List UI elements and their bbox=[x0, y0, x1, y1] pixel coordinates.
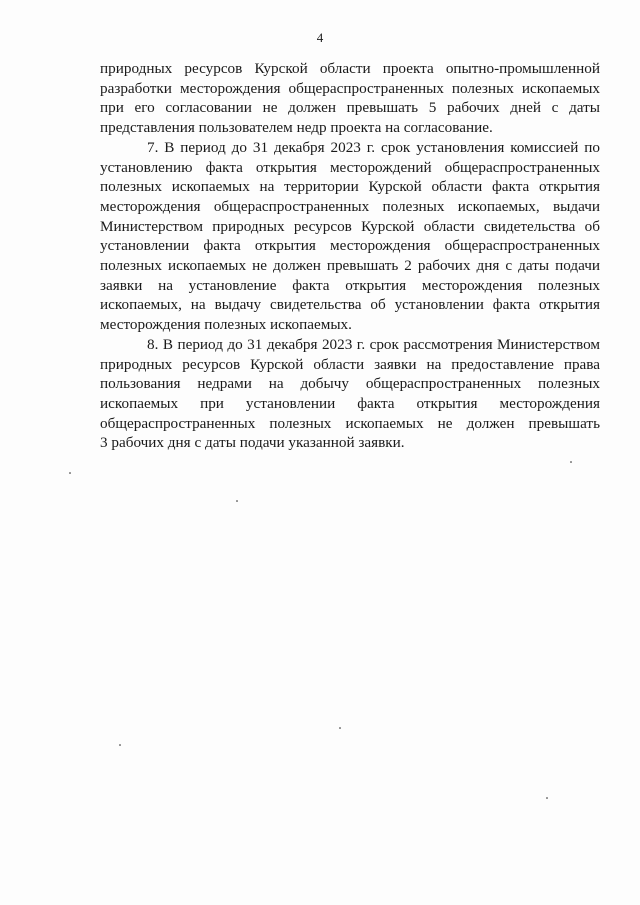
text-line: Министерством природных ресурсов Курской области свидетельства об bbox=[100, 217, 600, 235]
scan-speck bbox=[339, 727, 341, 729]
text-line: общераспространенных полезных ископаемых не должен превышать bbox=[100, 414, 600, 432]
text-line: природных ресурсов Курской области проекта опытно-промышленной bbox=[100, 60, 600, 77]
text-line: 3 рабочих дня с даты подачи указанной заявки. bbox=[100, 434, 405, 452]
scan-speck bbox=[546, 797, 548, 799]
text-line: ископаемых, на выдачу свидетельства об установлении факта открытия bbox=[100, 296, 600, 314]
scan-speck bbox=[236, 500, 238, 502]
text-line: представления пользователем недр проекта на согласование. bbox=[100, 119, 493, 137]
text-line: полезных ископаемых не должен превышать 2 рабочих дня с даты подачи bbox=[100, 257, 600, 275]
text-line: разработки месторождения общераспространенных полезных ископаемых bbox=[100, 79, 600, 97]
text-line: месторождения общераспространенных полезных ископаемых, выдачи bbox=[100, 197, 600, 215]
scan-speck bbox=[570, 461, 572, 463]
page-number: 4 bbox=[316, 30, 324, 45]
text-line: 7. В период до 31 декабря 2023 г. срок установления комиссией по bbox=[147, 138, 600, 156]
text-line: при его согласовании не должен превышать 5 рабочих дней с даты bbox=[100, 99, 600, 117]
paragraph-item-8 bbox=[100, 335, 600, 453]
text-line: заявки на установление факта открытия месторождения полезных bbox=[100, 276, 600, 294]
scan-speck bbox=[69, 472, 71, 474]
scan-speck bbox=[119, 744, 121, 746]
text-line: ископаемых при установлении факта открытия месторождения bbox=[100, 394, 600, 412]
text-line: установлению факта открытия месторождений общераспространенных bbox=[100, 158, 600, 176]
text-line: пользования недрами на добычу общераспространенных полезных bbox=[100, 375, 600, 393]
text-line: установлении факта открытия месторождения общераспространенных bbox=[100, 237, 600, 255]
paragraph-continuation bbox=[100, 59, 600, 138]
paragraph-item-7 bbox=[100, 138, 600, 335]
text-line: природных ресурсов Курской области заявки на предоставление права bbox=[100, 355, 600, 373]
text-line: 8. В период до 31 декабря 2023 г. срок рассмотрения Министерством bbox=[147, 335, 600, 353]
document-body bbox=[100, 59, 600, 453]
text-line: полезных ископаемых на территории Курской области факта открытия bbox=[100, 178, 600, 196]
text-line: месторождения полезных ископаемых. bbox=[100, 316, 352, 334]
